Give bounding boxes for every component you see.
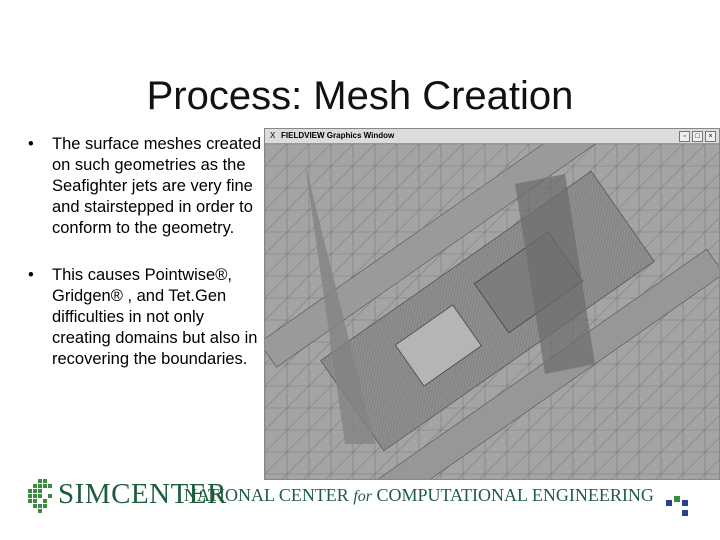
globe-grid-icon [28, 477, 54, 517]
bullet-marker: • [28, 135, 34, 153]
fieldview-graphics-window[interactable] [264, 128, 720, 480]
brand-main: SIMCENTER [58, 478, 227, 510]
minimize-button[interactable]: ▫ [679, 131, 690, 142]
maximize-button[interactable]: □ [692, 131, 703, 142]
slide-title: Process: Mesh Creation [146, 74, 574, 118]
corner-squares-icon [666, 494, 696, 518]
x-app-icon: X [270, 131, 276, 140]
simcenter-logo [28, 475, 654, 519]
window-title: FIELDVIEW Graphics Window [281, 131, 395, 140]
bullet-list [28, 134, 263, 396]
brand-tagline [184, 485, 654, 506]
mesh-viewport[interactable] [265, 144, 719, 479]
brand-suffix: COMPUTATIONAL ENGINEERING [371, 485, 654, 505]
bullet-marker: • [28, 266, 34, 284]
close-button[interactable]: × [705, 131, 716, 142]
bullet-text: The surface meshes created on such geometries as the Seafighter jets are very fine and stairstepped in order to conform to the geometry. [52, 135, 262, 237]
brand-prefix: NATIONAL CENTER [184, 485, 354, 505]
brand-for: for [353, 488, 372, 505]
bullet-item [28, 265, 263, 370]
bullet-item [28, 134, 263, 239]
window-title-bar[interactable] [265, 129, 719, 144]
bullet-text: This causes Pointwise®, Gridgen® , and Tet.Gen difficulties in not only creating domains but also in recovering the boundaries. [52, 266, 258, 368]
